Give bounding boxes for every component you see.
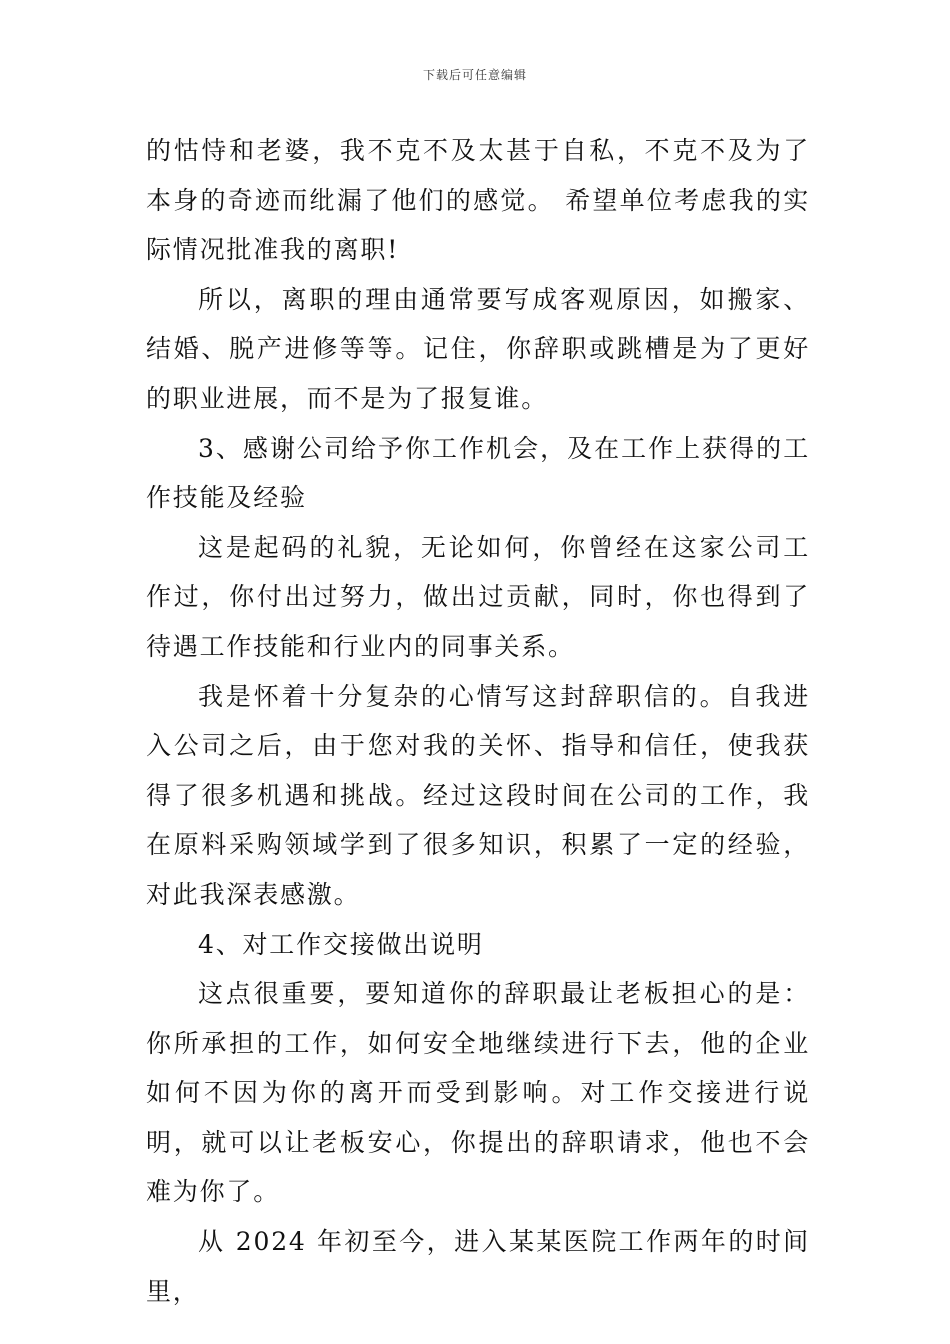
paragraph-2: 所以，离职的理由通常要写成客观原因，如搬家、结婚、脱产进修等等。记住，你辞职或跳槽是为了更好的职业进展，而不是为了报复谁。 bbox=[146, 284, 810, 413]
paragraph-8: 从 2024 年初至今，进入某某医院工作两年的时间里， bbox=[146, 1227, 810, 1306]
page-header: 下载后可任意编辑 bbox=[422, 68, 527, 82]
section-heading-4: 4、对工作交接做出说明 bbox=[198, 929, 484, 959]
paragraph-5: 我是怀着十分复杂的心情写这封辞职信的。自我进入公司之后，由于您对我的关怀、指导和信任，使我获得了很多机遇和挑战。经过这段时间在公司的工作，我在原料采购领域学到了很多知识，积累了一定的经验，对此我深表感激。 bbox=[146, 681, 810, 909]
paragraph-4: 这是起码的礼貌，无论如何，你曾经在这家公司工作过，你付出过努力，做出过贡献，同时，你也得到了待遇工作技能和行业内的同事关系。 bbox=[146, 532, 810, 661]
paragraph-1: 的怙恃和老婆，我不克不及太甚于自私，不克不及为了本身的奇迹而纰漏了他们的感觉。 希望单位考虑我的实际情况批准我的离职! bbox=[146, 136, 810, 265]
document-body bbox=[146, 126, 810, 1316]
paragraph-7: 这点很重要，要知道你的辞职最让老板担心的是：你所承担的工作，如何安全地继续进行下去，他的企业如何不因为你的离开而受到影响。对工作交接进行说明，就可以让老板安心，你提出的辞职请求，他也不会难为你了。 bbox=[146, 979, 810, 1207]
section-heading-3: 3、感谢公司给予你工作机会，及在工作上获得的工作技能及经验 bbox=[146, 433, 810, 513]
